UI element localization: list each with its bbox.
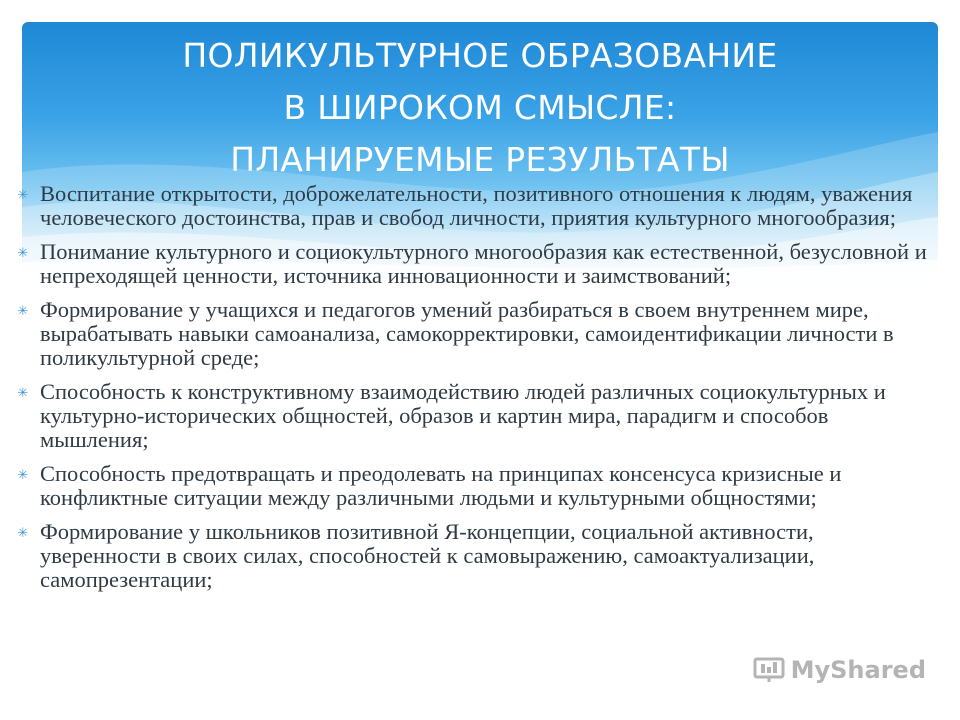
presentation-screen-icon [753, 656, 785, 684]
title-line-3: ПЛАНИРУЕМЫЕ РЕЗУЛЬТАТЫ [230, 140, 730, 179]
list-item-text: Способность к конструктивному взаимодействию людей различных социокультурных и культурно-исторических общностей, образов и картин мира, парадигм и способов мышления; [40, 379, 886, 452]
title-line-2: В ШИРОКОМ СМЫСЛЕ: [283, 88, 677, 127]
asterisk-bullet-icon: ✳ [17, 304, 29, 319]
watermark-text: MyShared [790, 656, 926, 684]
list-item [14, 462, 934, 510]
myshared-watermark [753, 656, 926, 684]
list-item [14, 520, 934, 592]
title-line-1: ПОЛИКУЛЬТУРНОЕ ОБРАЗОВАНИЕ [182, 36, 778, 75]
asterisk-bullet-icon: ✳ [17, 246, 29, 261]
list-item [14, 240, 934, 288]
asterisk-bullet-icon: ✳ [17, 526, 29, 541]
list-item [14, 182, 934, 230]
list-item [14, 380, 934, 452]
list-item-text: Формирование у учащихся и педагогов умений разбираться в своем внутреннем мире, вырабатывать навыки самоанализа, самокорректировки, самоидентификации личности в поликультурной среде; [40, 297, 894, 370]
asterisk-bullet-icon: ✳ [17, 468, 29, 483]
list-item-text: Понимание культурного и социокультурного многообразия как естественной, безусловной и непреходящей ценности, источника инновационности и заимствований; [40, 239, 927, 288]
list-item-text: Воспитание открытости, доброжелательности, позитивного отношения к людям, уважения человеческого достоинства, прав и свобод личности, приятия культурного многообразия; [40, 181, 913, 230]
slide-title [22, 30, 938, 186]
list-item-text: Способность предотвращать и преодолевать на принципах консенсуса кризисные и конфликтные ситуации между различными людьми и культурными общностями; [40, 461, 842, 510]
list-item [14, 298, 934, 370]
results-list [14, 182, 934, 602]
asterisk-bullet-icon: ✳ [17, 188, 29, 203]
list-item-text: Формирование у школьников позитивной Я-концепции, социальной активности, уверенности в своих силах, способностей к самовыражению, самоактуализации, самопрезентации; [40, 519, 815, 592]
asterisk-bullet-icon: ✳ [17, 386, 29, 401]
